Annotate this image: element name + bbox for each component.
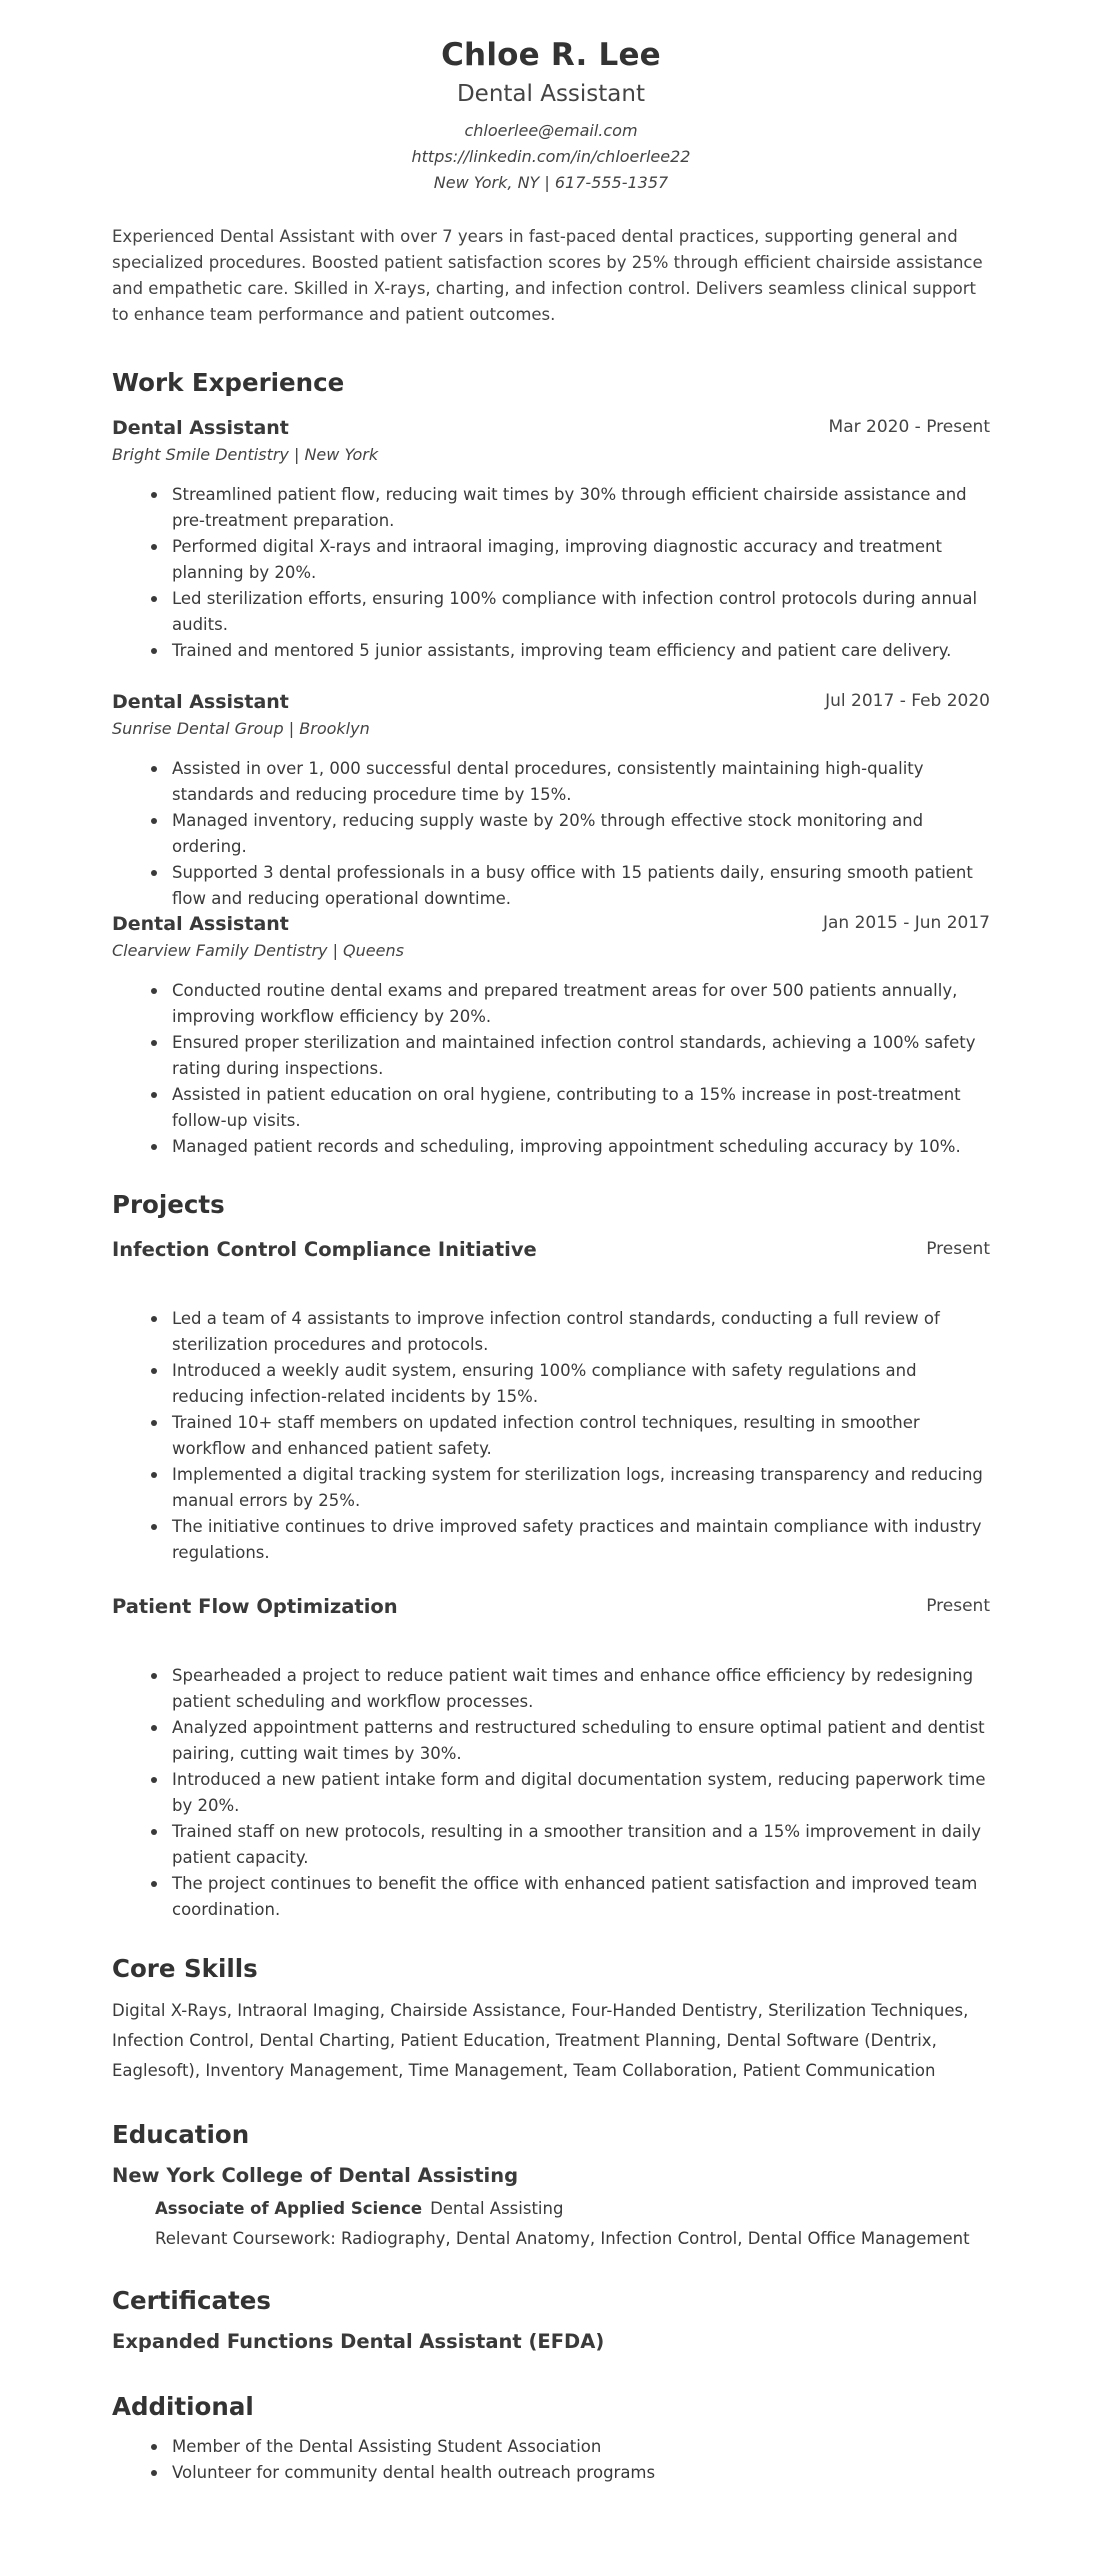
section-title-projects: Projects	[112, 1190, 225, 1219]
bullet-item: Performed digital X-rays and intraoral imaging, improving diagnostic accuracy and treatment planning by 20%.	[172, 534, 990, 586]
job-bullets	[112, 482, 990, 664]
project-date: Present	[926, 1239, 990, 1259]
bullet-item: The initiative continues to drive improved safety practices and maintain compliance with industry regulations.	[172, 1514, 990, 1566]
job-date: Jul 2017 - Feb 2020	[825, 691, 990, 711]
bullet-item: Ensured proper sterilization and maintained infection control standards, achieving a 100% safety rating during inspections.	[172, 1030, 990, 1082]
bullet-item: Assisted in patient education on oral hygiene, contributing to a 15% increase in post-treatment follow-up visits.	[172, 1082, 990, 1134]
education-field: Dental Assisting	[430, 2199, 564, 2218]
education-coursework: Relevant Coursework: Radiography, Dental Anatomy, Infection Control, Dental Office Management	[155, 2229, 970, 2248]
bullet-item: Streamlined patient flow, reducing wait times by 30% through efficient chairside assistance and pre-treatment preparation.	[172, 482, 990, 534]
project-entry	[112, 1236, 990, 1566]
project-bullets	[112, 1663, 990, 1923]
education-section	[112, 2118, 990, 2254]
candidate-role: Dental Assistant	[456, 81, 646, 107]
job-entry	[112, 414, 990, 664]
contact-info	[112, 118, 990, 196]
job-entry	[112, 688, 990, 912]
project-title: Infection Control Compliance Initiative	[112, 1238, 537, 1261]
project-title: Patient Flow Optimization	[112, 1595, 398, 1618]
bullet-item: Introduced a weekly audit system, ensuring 100% compliance with safety regulations and reducing infection-related incidents by 15%.	[172, 1358, 990, 1410]
resume-header	[112, 0, 990, 196]
project-entry	[112, 1593, 990, 1923]
bullet-item: Implemented a digital tracking system for sterilization logs, increasing transparency and reducing manual errors by 25%.	[172, 1462, 990, 1514]
bullet-item: Assisted in over 1, 000 successful dental procedures, consistently maintaining high-quality standards and reducing procedure time by 15%.	[172, 756, 990, 808]
section-title-certificates: Certificates	[112, 2286, 271, 2315]
bullet-item: Analyzed appointment patterns and restructured scheduling to ensure optimal patient and dentist pairing, cutting wait times by 30%.	[172, 1715, 990, 1767]
bullet-item: Introduced a new patient intake form and digital documentation system, reducing paperwork time by 20%.	[172, 1767, 990, 1819]
bullet-item: Conducted routine dental exams and prepared treatment areas for over 500 patients annually, improving workflow efficiency by 20%.	[172, 978, 990, 1030]
certificate-item: Expanded Functions Dental Assistant (EFDA)	[112, 2330, 605, 2353]
contact-location-phone: New York, NY | 617-555-1357	[433, 173, 669, 192]
additional-section	[112, 2390, 990, 2486]
additional-list	[112, 2434, 990, 2486]
professional-summary: Experienced Dental Assistant with over 7 years in fast-paced dental practices, supporting general and specialized procedures. Boosted patient satisfaction scores by 25% through efficient chairside assistance and empathetic care. Skilled in X-rays, charting, and infection control. Delivers seamless clinical support to enhance team performance and patient outcomes.	[112, 227, 983, 324]
bullet-item: Led sterilization efforts, ensuring 100% compliance with infection control protocols during annual audits.	[172, 586, 990, 638]
skills-list: Digital X-Rays, Intraoral Imaging, Chairside Assistance, Four-Handed Dentistry, Sterilization Techniques, Infection Control, Dental Charting, Patient Education, Treatment Planning, Dental Software (Dentrix, Eaglesoft), Inventory Management, Time Management, Team Collaboration, Patient Communication	[112, 2001, 969, 2080]
bullet-item: Spearheaded a project to reduce patient wait times and enhance office efficiency by redesigning patient scheduling and workflow processes.	[172, 1663, 990, 1715]
job-date: Jan 2015 - Jun 2017	[822, 913, 990, 933]
bullet-item: Volunteer for community dental health outreach programs	[172, 2460, 990, 2486]
bullet-item: Managed patient records and scheduling, improving appointment scheduling accuracy by 10%.	[172, 1134, 990, 1160]
bullet-item: Trained and mentored 5 junior assistants, improving team efficiency and patient care delivery.	[172, 638, 990, 664]
contact-email: chloerlee@email.com	[464, 121, 638, 140]
job-title: Dental Assistant	[112, 691, 289, 713]
job-bullets	[112, 978, 990, 1160]
job-title: Dental Assistant	[112, 417, 289, 439]
bullet-item: Supported 3 dental professionals in a busy office with 15 patients daily, ensuring smooth patient flow and reducing operational downtime.	[172, 860, 990, 912]
job-company: Clearview Family Dentistry | Queens	[112, 941, 404, 960]
skills-section	[112, 1952, 990, 2086]
education-school: New York College of Dental Assisting	[112, 2164, 519, 2187]
job-date: Mar 2020 - Present	[828, 417, 990, 437]
contact-linkedin: https://linkedin.com/in/chloerlee22	[411, 147, 691, 166]
bullet-item: Trained 10+ staff members on updated infection control techniques, resulting in smoother workflow and enhanced patient safety.	[172, 1410, 990, 1462]
projects-section	[112, 1188, 990, 1222]
section-title-skills: Core Skills	[112, 1954, 258, 1983]
job-entry	[112, 910, 990, 1160]
education-degree-line	[112, 2194, 990, 2224]
section-title-education: Education	[112, 2120, 250, 2149]
bullet-item: Member of the Dental Assisting Student Association	[172, 2434, 990, 2460]
section-title-work: Work Experience	[112, 368, 345, 397]
bullet-item: Trained staff on new protocols, resulting in a smoother transition and a 15% improvement in daily patient capacity.	[172, 1819, 990, 1871]
project-date: Present	[926, 1596, 990, 1616]
bullet-item: Led a team of 4 assistants to improve infection control standards, conducting a full review of sterilization procedures and protocols.	[172, 1306, 990, 1358]
certificates-section	[112, 2284, 990, 2356]
job-company: Sunrise Dental Group | Brooklyn	[112, 719, 370, 738]
work-experience-section	[112, 366, 990, 400]
job-company: Bright Smile Dentistry | New York	[112, 445, 379, 464]
project-bullets	[112, 1306, 990, 1566]
candidate-name: Chloe R. Lee	[441, 37, 661, 73]
bullet-item: The project continues to benefit the office with enhanced patient satisfaction and improved team coordination.	[172, 1871, 990, 1923]
section-title-additional: Additional	[112, 2392, 254, 2421]
job-title: Dental Assistant	[112, 913, 289, 935]
bullet-item: Managed inventory, reducing supply waste by 20% through effective stock monitoring and ordering.	[172, 808, 990, 860]
job-bullets	[112, 756, 990, 912]
education-degree: Associate of Applied Science	[155, 2199, 423, 2218]
